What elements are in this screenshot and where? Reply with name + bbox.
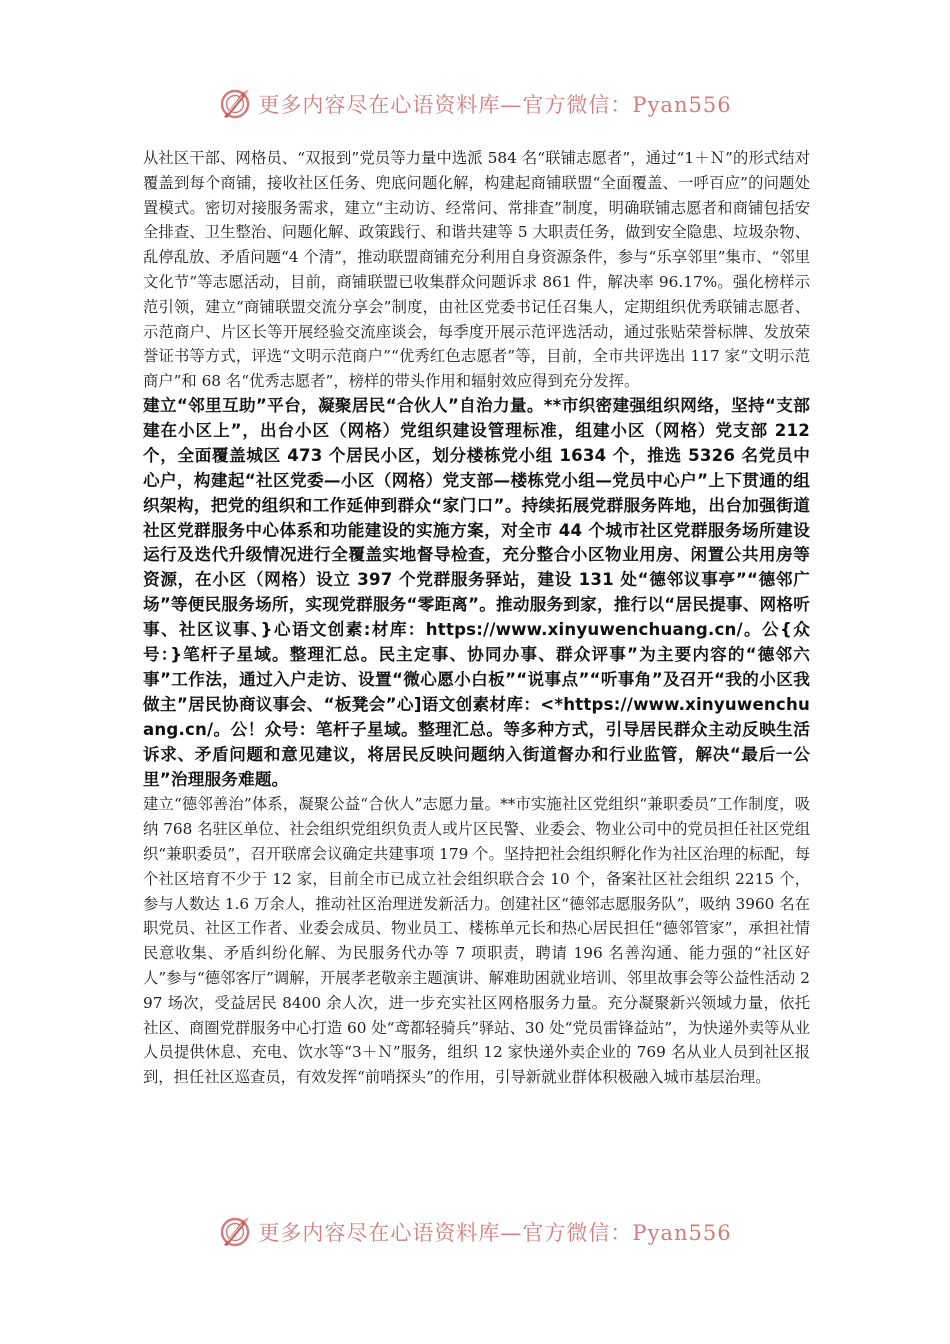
- header-banner: [0, 82, 950, 126]
- quill-pen-logo-icon: [218, 1215, 252, 1249]
- paragraph-virtue-governance: 建立“德邻善治”体系，凝聚公益“合伙人”志愿力量。**市实施社区党组织“兼职委员”工作制度，吸纳 768 名驻区单位、社会组织党组织负责人或片区民警、业委会、物业公司中的党员担任社区党组织“兼职委员”，召开联席会议确定共建事项 179 个。坚持把社会组织孵化作为社区治理的标配，每个社区培育不少于 12 家，目前全市已成立社会组织联合会 10 个，备案社区社会组织 2215 个，参与人数达 1.6 万余人，推动社区治理迸发新活力。创建社区“德邻志愿服务队”，吸纳 3960 名在职党员、社区工作者、业委会成员、物业员工、楼栋单元长和热心居民担任“德邻管家”，承担社情民意收集、矛盾纠纷化解、为民服务代办等 7 项职责，聘请 196 名善沟通、能力强的“社区好人”参与“德邻客厅”调解，开展孝老敬亲主题演讲、解难助困就业培训、邻里故事会等公益性活动 297 场次，受益居民 8400 余人次，进一步充实社区网格服务力量。充分凝聚新兴领域力量，依托社区、商圈党群服务中心打造 60 处“鸢都轻骑兵”驿站、30 处“党员雷锋益站”，为快递外卖等从业人员提供休息、充电、饮水等“3＋Ｎ”服务，组织 12 家快递外卖企业的 769 名从业人员到社区报到，担任社区巡查员，有效发挥“前哨探头”的作用，引导新就业群体积极融入城市基层治理。: [143, 795, 810, 1087]
- footer-banner: [0, 1210, 950, 1254]
- banner-text: 更多内容尽在心语资料库—官方微信：Pyan556: [258, 1221, 732, 1245]
- quill-pen-logo-icon: [218, 87, 252, 121]
- document-body: [143, 146, 810, 1090]
- paragraph-shop-alliance: 从社区干部、网格员、“双报到”党员等力量中选派 584 名“联铺志愿者”，通过“1＋Ｎ”的形式结对覆盖到每个商铺，接收社区任务、兜底问题化解，构建起商铺联盟“全面覆盖、一呼百应”的问题处置模式。密切对接服务需求，建立“主动访、经常问、常排查”制度，明确联铺志愿者和商铺包括安全排查、卫生整治、问题化解、政策践行、和谐共建等 5 大职责任务，做到安全隐患、垃圾杂物、乱停乱放、矛盾问题“4 个清”，推动联盟商铺充分利用自身资源条件，参与“乐享邻里”集市、“邻里文化节”等志愿活动，目前，商铺联盟已收集群众问题诉求 861 件，解决率 96.17%。强化榜样示范引领，建立“商铺联盟交流分享会”制度，由社区党委书记任召集人，定期组织优秀联铺志愿者、示范商户、片区长等开展经验交流座谈会，每季度开展示范评选活动，通过张贴荣誉标牌、发放荣誉证书等方式，评选“文明示范商户”“优秀红色志愿者”等，目前，全市共评选出 117 家“文明示范商户”和 68 名“优秀志愿者”，榜样的带头作用和辐射效应得到充分发挥。: [143, 149, 810, 391]
- paragraph-neighbor-help: 建立“邻里互助”平台，凝聚居民“合伙人”自治力量。**市织密建强组织网络，坚持“支部建在小区上”，出台小区（网格）党组织建设管理标准，组建小区（网格）党支部 212 个，全面覆盖城区 473 个居民小区，划分楼栋党小组 1634 个，推选 5326 名党员中心户，构建起“社区党委—小区（网格）党支部—楼栋党小组—党员中心户”上下贯通的组织架构，把党的组织和工作延伸到群众“家门口”。持续拓展党群服务阵地，出台加强街道社区党群服务中心体系和功能建设的实施方案，对全市 44 个城市社区党群服务场所建设运行及迭代升级情况进行全覆盖实地督导检查，充分整合小区物业用房、闲置公共用房等资源，在小区（网格）设立 397 个党群服务驿站，建设 131 处“德邻议事亭”“德邻广场”等便民服务场所，实现党群服务“零距离”。推动服务到家，推行以“居民提事、网格听事、社区议事、}心语文创素:材库：https://www.xinyuwenchuang.cn/。公{众号：}笔杆子星域。整理汇总。民主定事、协同办事、群众评事”为主要内容的“德邻六事”工作法，通过入户走访、设置“微心愿小白板”“说事点”“听事角”及召开“我的小区我做主”居民协商议事会、“板凳会”心]语文创素材库：<*https://www.xinyuwenchuang.cn/。公！众号：笔杆子星域。整理汇总。等多种方式，引导居民群众主动反映生活诉求、矛盾问题和意见建议，将居民反映问题纳入街道督办和行业监管，解决“最后一公里”治理服务难题。: [143, 395, 810, 789]
- banner-text: 更多内容尽在心语资料库—官方微信：Pyan556: [258, 93, 732, 117]
